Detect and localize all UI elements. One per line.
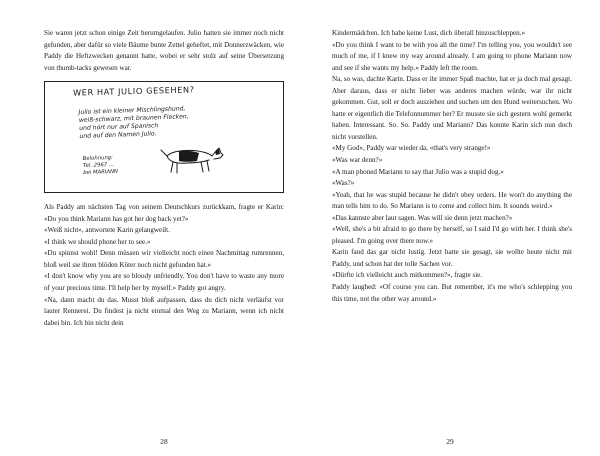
paragraph: Als Paddy am nächsten Tag von seinem Deutschkurs zurückkam, fragte er Karin: «Do you think Mariann has got her dog back yet?» — [44, 203, 284, 223]
paragraph: «Na, dann macht du das. Musst bloß aufpassen, dass du dich nicht verläufst vor lauter Rennerei. Du findest ja nicht einmal den Weg zu Mariann, wenn ich nicht dabei bin. Ich bin nicht dein — [44, 295, 284, 327]
paragraph: Karin fand das gar nicht lustig. Jetzt hatte sie gesagt, sie wollte heute nicht mit Paddy, und schon hat der tolle Sachen vor. — [332, 248, 572, 268]
poster-heading: WER HAT JULIO GESEHEN? — [72, 84, 195, 98]
poster-line: weiß-schwarz, mit braunen Flecken, — [78, 113, 189, 125]
paragraph: «My God», Paddy war wieder da, «that's very strange!» — [332, 144, 491, 153]
poster-line: und auf den Namen Julio. — [79, 130, 157, 141]
paragraph: Paddy laughed: «Of course you can. But remember, it's me who's schlepping you this time, not the other way around.» — [332, 283, 572, 303]
missing-dog-poster — [44, 81, 284, 193]
right-page — [300, 0, 600, 456]
paragraph: «Well, she's a bit afraid to go there by herself, so I said I'd go with her. I think she's pleased. I'm going over there now.» — [332, 225, 572, 245]
paragraph: Na, so was, dachte Karin. Dass er ihr immer Spaß machte, hat er ja doch mal gesagt. Aber daraus, dass er nicht lieber was anderes machen würde, war ihr nicht gekommen. Gut, soll er doch ausziehen und suchen um den Hund weitersuchen. Wo hatte er eigentlich die Telefonnummer her? Er musste sie sich gestern wohl gemerkt haben. Interessant. So. So. Paddy und Mariann? Das konnte Karin sich nun doch nicht vorstellen. — [332, 75, 572, 141]
poster-contact-line: bei MARIANN — [83, 168, 119, 177]
page-number: 28 — [160, 437, 168, 446]
paragraph: «Du spinnst wohl! Denn müssen wir vielleicht noch einen Nachmittag rumrennen, bloß weil sie ihren blöden Köter noch nicht gefunden hat.» — [44, 249, 284, 269]
poster-line: Julio ist ein kleiner Mischlingshund, — [78, 105, 186, 117]
paragraph: «I think we should phone her to see.» — [44, 237, 151, 246]
page-number: 29 — [446, 437, 454, 446]
poster-contact-line: Tel. 2967 ... — [82, 162, 114, 170]
paragraph: Sie waren jetzt schon einige Zeit herumgelaufen. Julio hatten sie immer noch nicht gefunden, aber dafür so viele Bäume bunte Zettel geheftet, mit Donnerzwäcken, wie Paddy die Heftzwecken genannt hatte, wobei er sehr stolz auf seine Übersetzung von thumb-tacks gewesen war. — [44, 29, 284, 72]
paragraph: «Das kannste aber laut sagen. Was will sie denn jetzt machen?» — [332, 213, 513, 222]
paragraph: «Was?» — [332, 179, 355, 188]
poster-contact — [83, 154, 142, 177]
poster-line: und hört nur auf Spanisch — [79, 122, 159, 133]
paragraph: «Was war denn?» — [332, 156, 383, 165]
paragraph: «Do you think I want to be with you all the time? I'm telling you, you wouldn't see much of me, if I knew my way around already. I am going to phone Mariann now and see if she wants my help.» Paddy left the room. — [332, 40, 572, 72]
poster-contact-line: Belohnung: — [82, 155, 114, 163]
paragraph: «A man phoned Mariann to say that Julio was a stupid dog.» — [332, 167, 504, 176]
paragraph: «I don't know why you are so bloody unfriendly. You don't have to waste any more of your precious time. I'll help her by myself.» Paddy got angry. — [44, 272, 284, 293]
paragraph: «Weiß nicht», antwortete Karin gelangweilt. — [44, 226, 170, 235]
paragraph: Kindermädchen. Ich habe keine Lust, dich überall hinzuschleppen.» — [332, 29, 526, 37]
dog-sketch-icon — [157, 134, 227, 178]
paragraph: «Dürfte ich vielleicht auch mitkommen?», fragte sie. — [332, 271, 483, 280]
paragraph: «Yeah, that he was stupid because he didn't obey orders. He won't do anything the man tells him to do. So Mariann is to come and collect him. It sounds weird.» — [332, 190, 572, 211]
